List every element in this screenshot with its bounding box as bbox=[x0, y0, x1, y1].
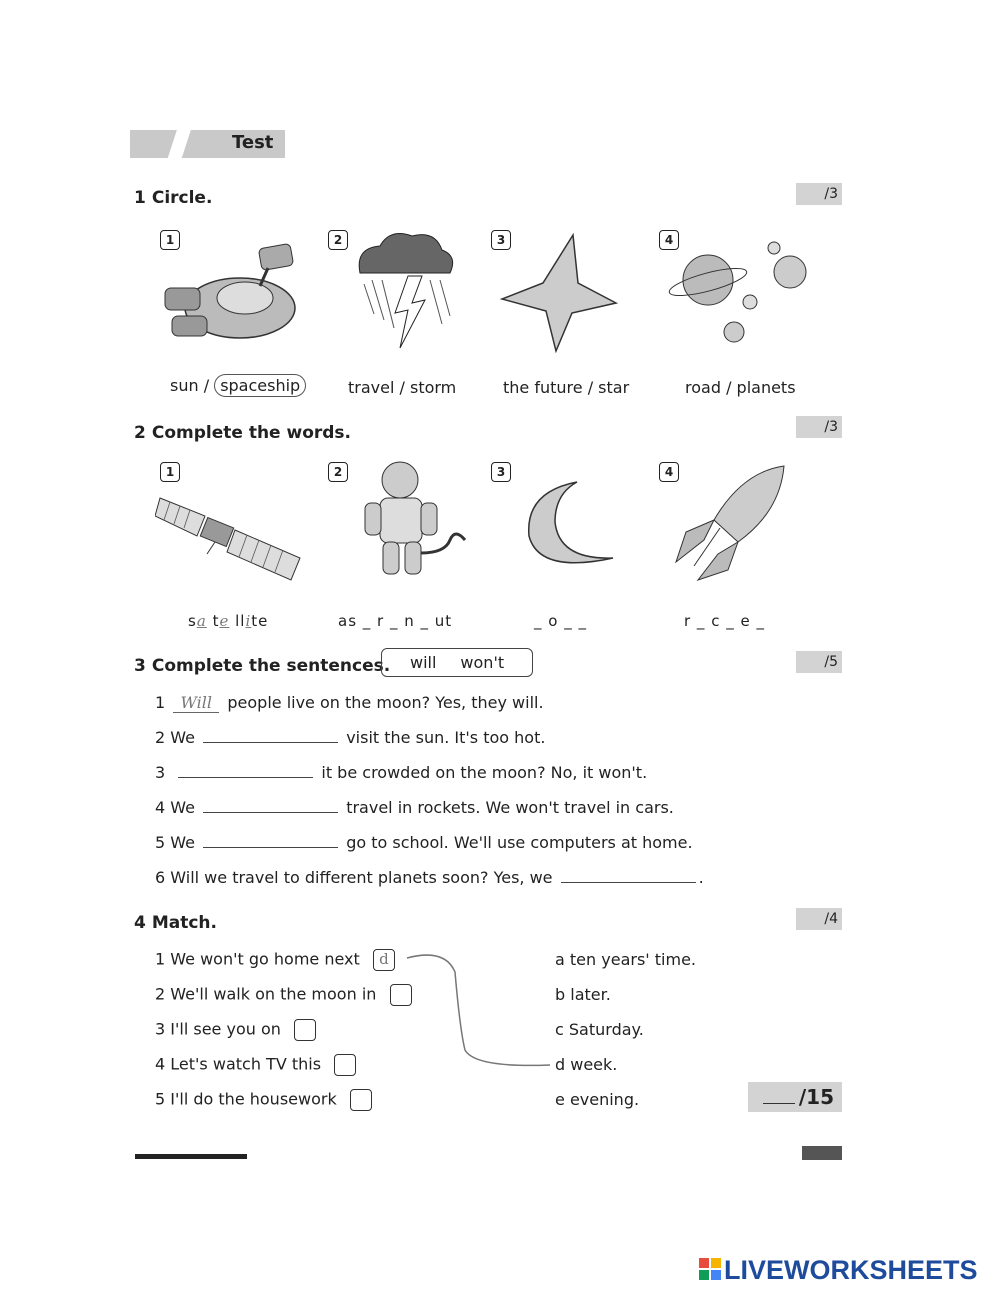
s4-left3: 3 I'll see you on bbox=[155, 1019, 316, 1041]
word-bank-will: will bbox=[410, 653, 437, 672]
section2-score: /3 bbox=[796, 416, 842, 438]
s4-left1: 1 We won't go home next d bbox=[155, 949, 395, 971]
s3-sentence6: 6 Will we travel to different planets soon? Yes, we . bbox=[155, 868, 704, 887]
section4-heading: 4 Match. bbox=[134, 913, 217, 933]
s2-item4-number: 4 bbox=[659, 462, 679, 482]
s3-sentence5: 5 We go to school. We'll use computers at home. bbox=[155, 833, 693, 852]
footer-page-tab bbox=[802, 1146, 842, 1160]
s4-answer-box4[interactable] bbox=[334, 1054, 356, 1076]
s2-item3-number: 3 bbox=[491, 462, 511, 482]
liveworksheets-logo-icon bbox=[699, 1258, 721, 1280]
moon-illustration bbox=[515, 478, 625, 578]
s3-sentence4: 4 We travel in rockets. We won't travel in cars. bbox=[155, 798, 674, 817]
s4-right-c[interactable]: c Saturday. bbox=[555, 1020, 644, 1039]
s2-word3[interactable]: _ o _ _ bbox=[534, 612, 587, 630]
satellite-illustration bbox=[155, 488, 305, 583]
word-bank-wont: won't bbox=[460, 653, 505, 672]
s4-answer-box5[interactable] bbox=[350, 1089, 372, 1111]
spaceship-illustration bbox=[160, 238, 310, 348]
s2-item1-number: 1 bbox=[160, 462, 180, 482]
word-bank bbox=[381, 648, 533, 677]
s1-item1-number: 1 bbox=[160, 230, 180, 250]
planets-illustration bbox=[668, 240, 813, 345]
astronaut-illustration bbox=[355, 458, 485, 583]
s4-left2: 2 We'll walk on the moon in bbox=[155, 984, 412, 1006]
s1-item4-number: 4 bbox=[659, 230, 679, 250]
s1-item4-caption[interactable]: road / planets bbox=[685, 378, 796, 397]
section4-score: /4 bbox=[796, 908, 842, 930]
section1-score: /3 bbox=[796, 183, 842, 205]
section3-heading: 3 Complete the sentences. bbox=[134, 656, 391, 676]
total-score: /15 bbox=[748, 1082, 842, 1112]
s3-blank3[interactable] bbox=[178, 763, 313, 778]
s4-right-e[interactable]: e evening. bbox=[555, 1090, 640, 1109]
s3-blank5[interactable] bbox=[203, 833, 338, 848]
page-title: Test bbox=[232, 132, 274, 153]
s3-sentence3: 3 it be crowded on the moon? No, it won't. bbox=[155, 763, 648, 782]
s3-answer1: Will bbox=[173, 693, 219, 713]
s4-right-b[interactable]: b later. bbox=[555, 985, 611, 1004]
s4-right-a[interactable]: a ten years' time. bbox=[555, 950, 696, 969]
storm-illustration bbox=[350, 228, 460, 358]
star-illustration bbox=[498, 233, 618, 353]
match-line bbox=[405, 950, 555, 1075]
s1-item3-caption[interactable]: the future / star bbox=[503, 378, 630, 397]
s2-word2[interactable]: as _ r _ n _ ut bbox=[338, 612, 453, 630]
s2-item2-number: 2 bbox=[328, 462, 348, 482]
rocket-illustration bbox=[672, 462, 792, 587]
s1-item2-caption[interactable]: travel / storm bbox=[348, 378, 457, 397]
s3-blank6[interactable] bbox=[561, 868, 696, 883]
section2-heading: 2 Complete the words. bbox=[134, 423, 352, 443]
s4-right-d[interactable]: d week. bbox=[555, 1055, 618, 1074]
s3-sentence1: 1 Will people live on the moon? Yes, they will. bbox=[155, 693, 544, 712]
section3-score: /5 bbox=[796, 651, 842, 673]
s1-item1-caption: sun / spaceship bbox=[170, 376, 306, 395]
s4-left5: 5 I'll do the housework bbox=[155, 1089, 372, 1111]
s2-word1: sa te llite bbox=[188, 612, 269, 630]
s4-left4: 4 Let's watch TV this bbox=[155, 1054, 356, 1076]
s4-answer-box3[interactable] bbox=[294, 1019, 316, 1041]
s1-item2-number: 2 bbox=[328, 230, 348, 250]
s3-blank4[interactable] bbox=[203, 798, 338, 813]
brand-wordmark: LIVEWORKSHEETS bbox=[724, 1255, 978, 1285]
circled-answer: spaceship bbox=[214, 374, 306, 397]
section1-heading: 1 Circle. bbox=[134, 188, 213, 208]
s2-word4[interactable]: r _ c _ e _ bbox=[684, 612, 765, 630]
footer-bar bbox=[135, 1154, 247, 1159]
s3-blank2[interactable] bbox=[203, 728, 338, 743]
s3-sentence2: 2 We visit the sun. It's too hot. bbox=[155, 728, 546, 747]
s4-answer-box1[interactable]: d bbox=[373, 949, 395, 971]
s1-item3-number: 3 bbox=[491, 230, 511, 250]
